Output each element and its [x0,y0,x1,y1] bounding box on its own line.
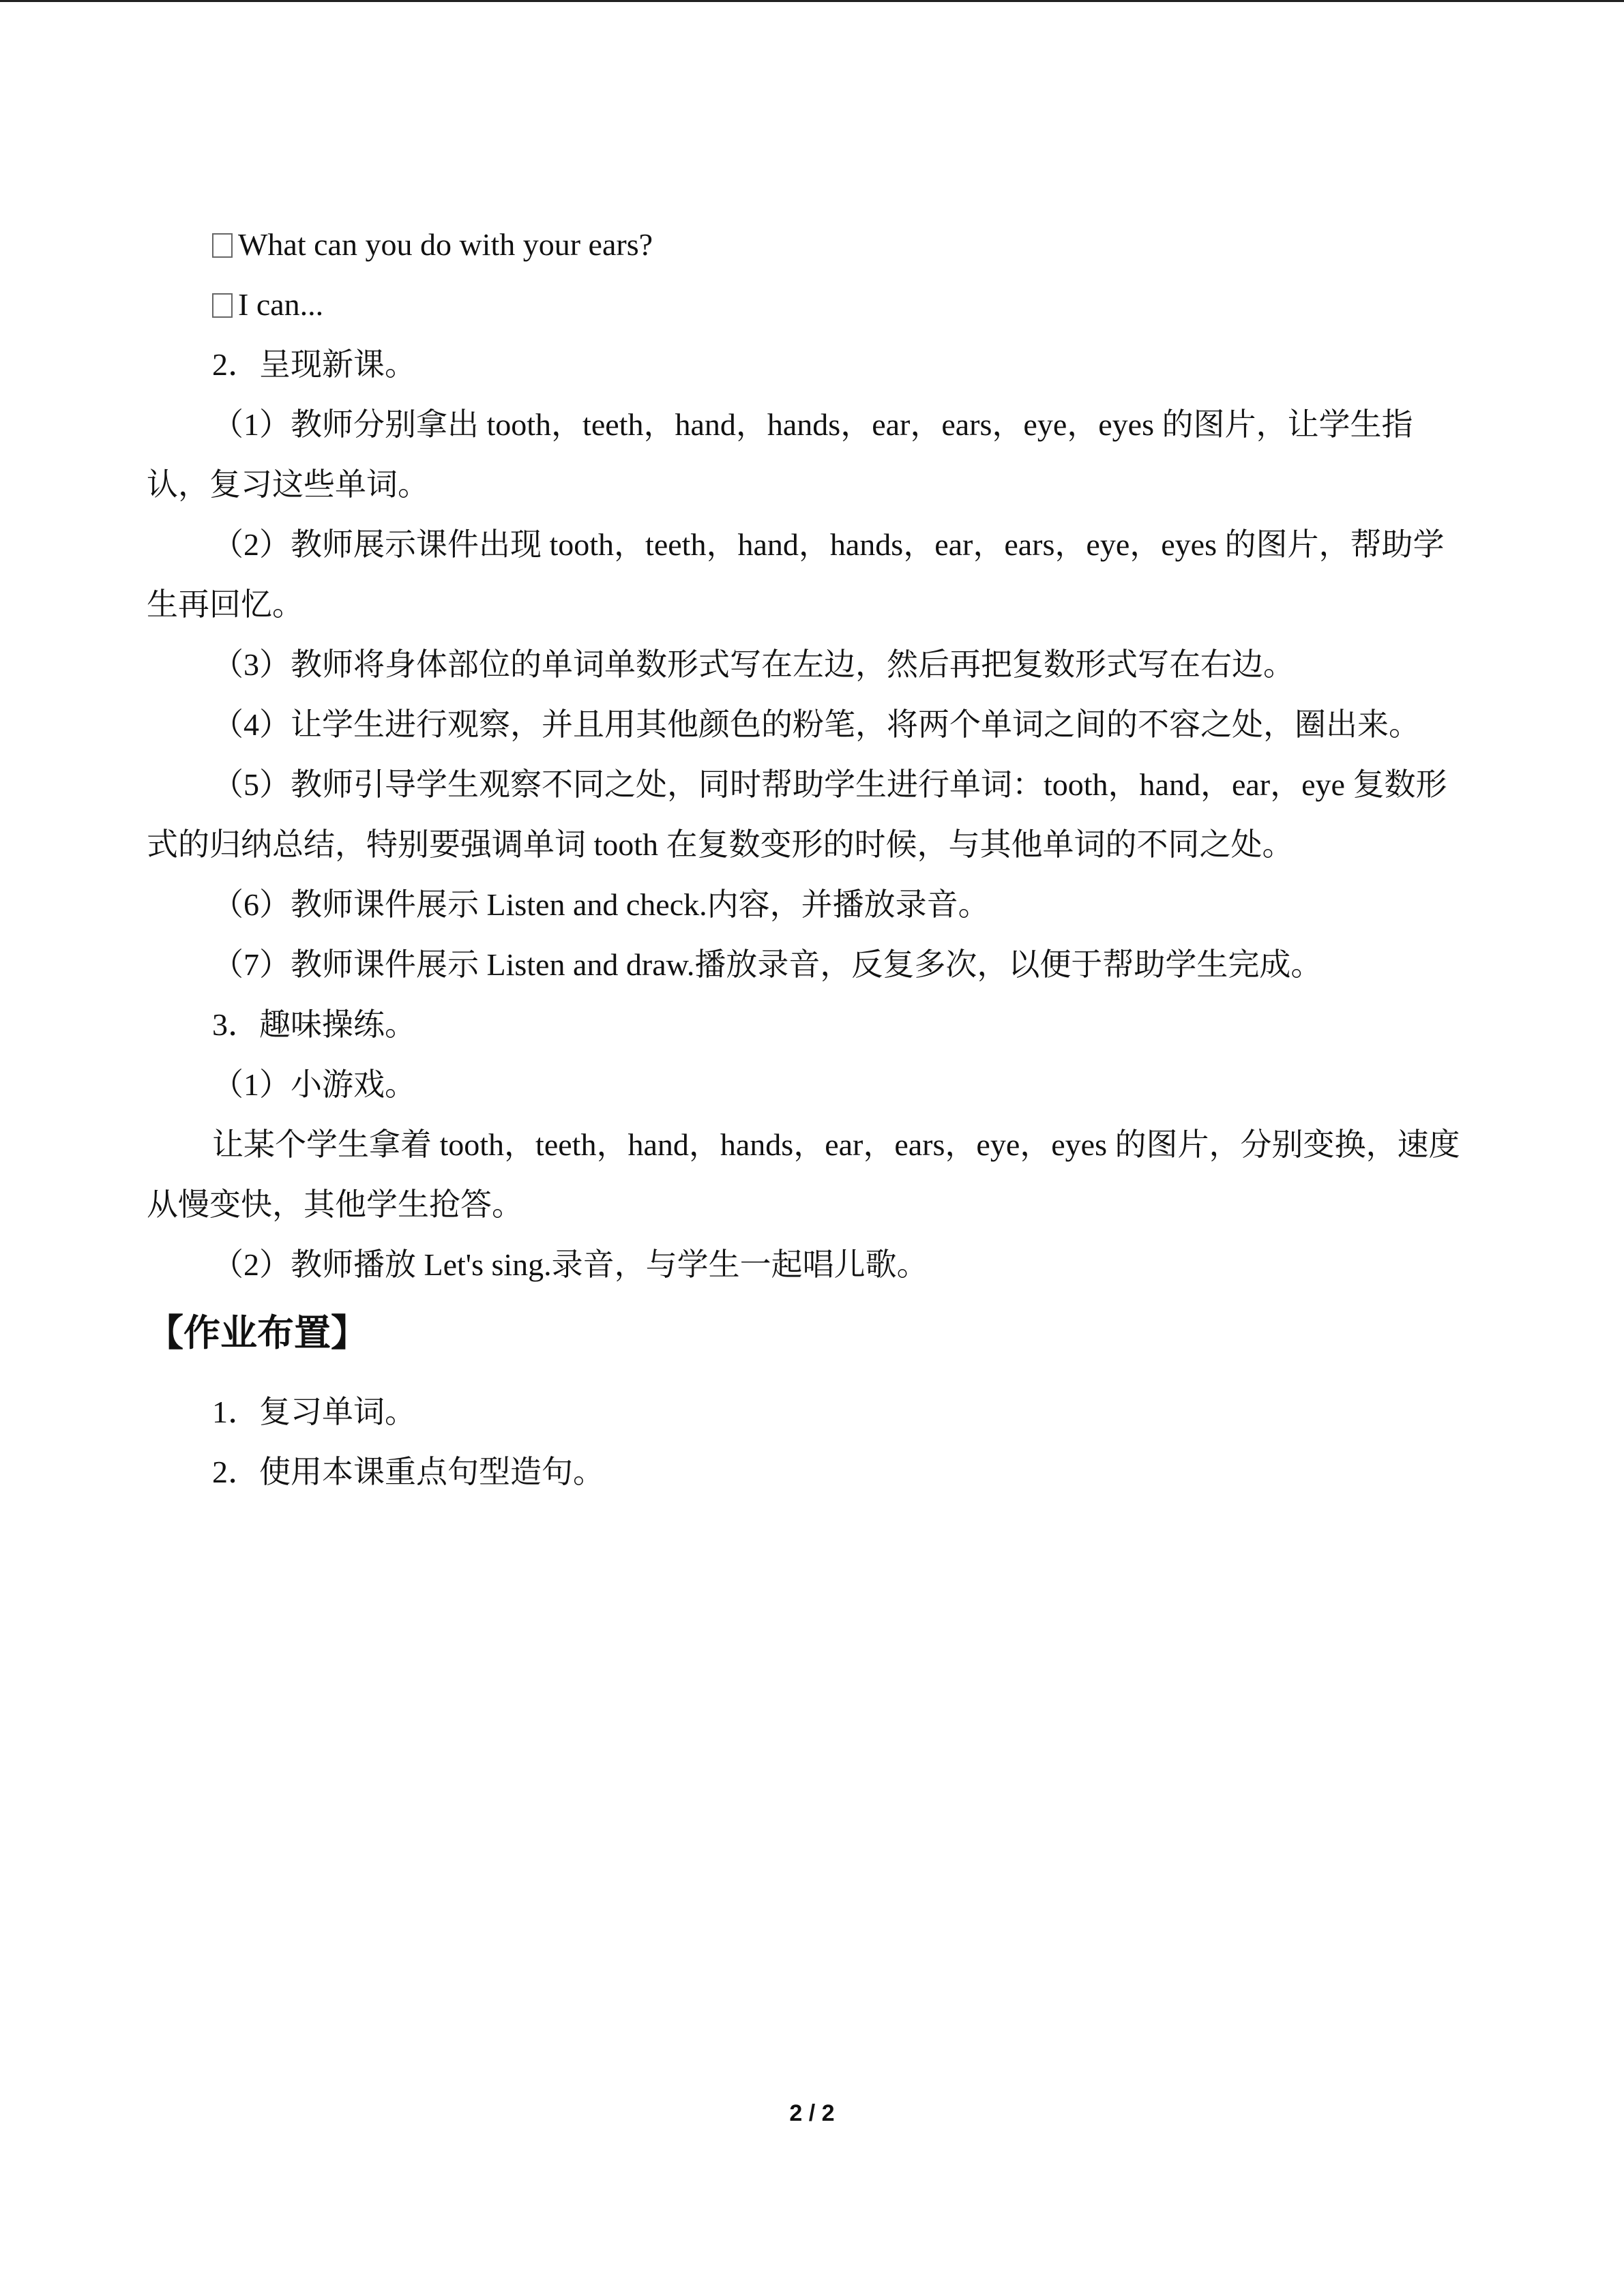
dialogue-line-answer [147,275,1470,335]
section-step-3: 3．趣味操练。 [212,1007,416,1042]
homework-item-2: 2．使用本课重点句型造句。 [212,1455,604,1489]
answer-text: I can... [238,287,324,322]
step-paragraph-7: （7）教师课件展示 Listen and draw.播放录音，反复多次，以便于帮助学生完成。 [212,947,1323,982]
homework-heading: 【作业布置】 [147,1311,368,1354]
section-step-2: 2．呈现新课。 [212,347,416,382]
game-item-1: （1）小游戏。 [212,1067,416,1102]
step-paragraph-1: （1）教师分别拿出 tooth，teeth，hand，hands，ear，ears，eye，eyes 的图片，让学生指认，复习这些单词。 [147,407,1413,502]
top-border-line [0,0,1624,2]
document-page [147,215,1470,1502]
step-paragraph-4: （4）让学生进行观察，并且用其他颜色的粉笔，将两个单词之间的不容之处，圈出来。 [212,707,1420,742]
homework-item-1: 1．复习单词。 [212,1395,416,1429]
step-paragraph-6: （6）教师课件展示 Listen and check.内容，并播放录音。 [212,887,990,922]
game-item-1-body: 让某个学生拿着 tooth，teeth，hand，hands，ear，ears，eye，eyes 的图片，分别变换，速度从慢变快，其他学生抢答。 [147,1127,1460,1222]
game-item-2: （2）教师播放 Let's sing.录音，与学生一起唱儿歌。 [212,1247,928,1282]
step-paragraph-5: （5）教师引导学生观察不同之处，同时帮助学生进行单词：tooth，hand，ear，eye 复数形式的归纳总结，特别要强调单词 tooth 在复数变形的时候，与其他单词的不同之处。 [147,767,1447,862]
dialogue-line-question [147,215,1470,275]
page-number: 2 / 2 [789,2100,835,2126]
checkbox-glyph-icon [212,233,233,258]
step-paragraph-3: （3）教师将身体部位的单词单数形式写在左边，然后再把复数形式写在右边。 [212,647,1295,682]
checkbox-glyph-icon [212,293,233,318]
step-paragraph-2: （2）教师展示课件出现 tooth，teeth，hand，hands，ear，ears，eye，eyes 的图片，帮助学生再回忆。 [147,527,1445,622]
question-text: What can you do with your ears? [238,227,653,262]
